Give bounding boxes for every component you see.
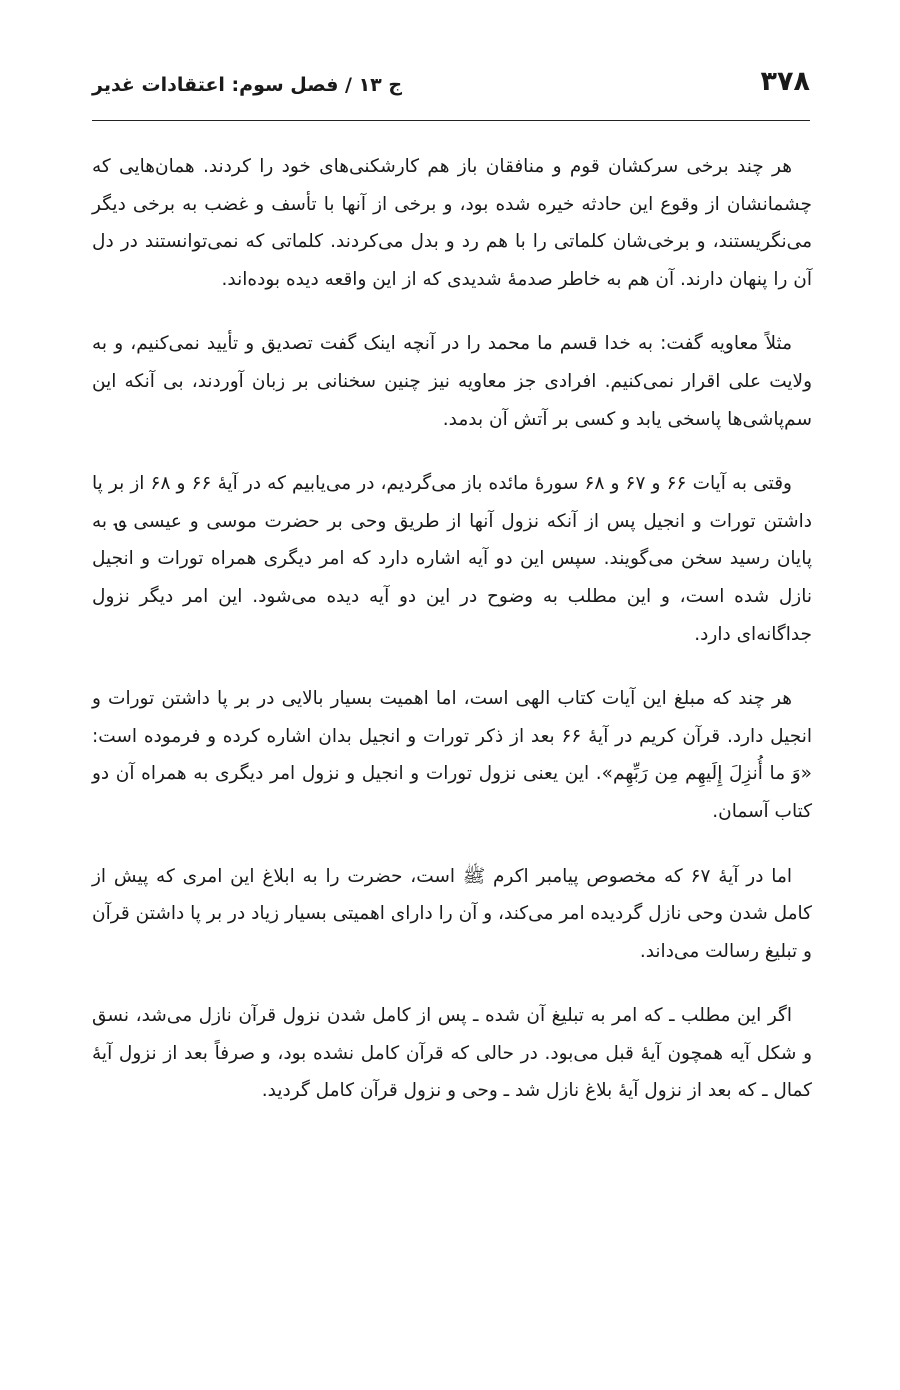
paragraph: وقتی به آیات ۶۶ و ۶۷ و ۶۸ سورهٔ مائده باز می‌گردیم، در می‌یابیم که در آیهٔ ۶۶ و ۶۸ از بر پا داشتن تورات و انجیل پس از آنکه نزول آنها از طریق وحی بر حضرت موسی و عیسی ؈ به پایان رسید سخن می‌گویند. سپس این دو آیه اشاره دارد که امر دیگری همراه تورات و انجیل نازل شده است، و این مطلب به وضوح در این دو آیه دیده می‌شود. این امر دیگر نزول جداگانه‌ای دارد. [92,473,812,645]
body-text [92,148,812,1137]
paragraph: هر چند که مبلغ این آیات کتاب الهی است، اما اهمیت بسیار بالایی در بر پا داشتن تورات و انجیل دارد. قرآن کریم در آیهٔ ۶۶ بعد از ذکر تورات و انجیل بدان اشاره کرده و فرموده است: «وَ ما أُنزِلَ إِلَیهِم مِن رَبِّهِم». این یعنی نزول تورات و انجیل و نزول امر دیگری به همراه آن دو کتاب آسمان. [92,688,812,822]
running-title: ج ۱۳ / فصل سوم: اعتقادات غدیر [92,74,403,96]
paragraph: هر چند برخی سرکشان قوم و منافقان باز هم کارشکنی‌های خود را کردند. همان‌هایی که چشمانشان از وقوع این حادثه خیره شده بود، و برخی از آنها با تأسف و غضب به برخی دیگر می‌نگریستند، و برخی‌شان کلماتی را با هم رد و بدل می‌کردند. کلماتی که نمی‌توانستند در دل آن را پنهان دارند. آن هم به خاطر صدمهٔ شدیدی که از این واقعه دیده بوده‌اند. [92,156,812,290]
page-header [92,62,810,121]
paragraph: اگر این مطلب ـ که امر به تبلیغ آن شده ـ پس از کامل شدن نزول قرآن نازل می‌شد، نسق و شکل آیه همچون آیهٔ قبل می‌بود. در حالی که قرآن کامل نشده بود، و صرفاً بعد از نزول آیهٔ کمال ـ که بعد از نزول آیهٔ بلاغ نازل شد ـ وحی و نزول قرآن کامل گردید. [92,1005,812,1102]
paragraph: اما در آیهٔ ۶۷ که مخصوص پیامبر اکرم ﷺ است، حضرت را به ابلاغ این امری که پیش از کامل شدن وحی نازل گردیده امر می‌کند، و آن را دارای اهمیتی بسیار زیاد در بر پا داشتن قرآن و تبلیغ رسالت می‌داند. [92,865,812,962]
paragraph: مثلاً معاویه گفت: به خدا قسم ما محمد را در آنچه اینک گفت تصدیق و تأیید نمی‌کنیم، و به ولایت علی اقرار نمی‌کنیم. افرادی جز معاویه نیز چنین سخنانی بر زبان آوردند، بی آنکه این سم‌پاشی‌ها پاسخی یابد و کسی بر آتش آن بدمد. [92,333,812,430]
page-number: ۳۷۸ [760,66,810,97]
